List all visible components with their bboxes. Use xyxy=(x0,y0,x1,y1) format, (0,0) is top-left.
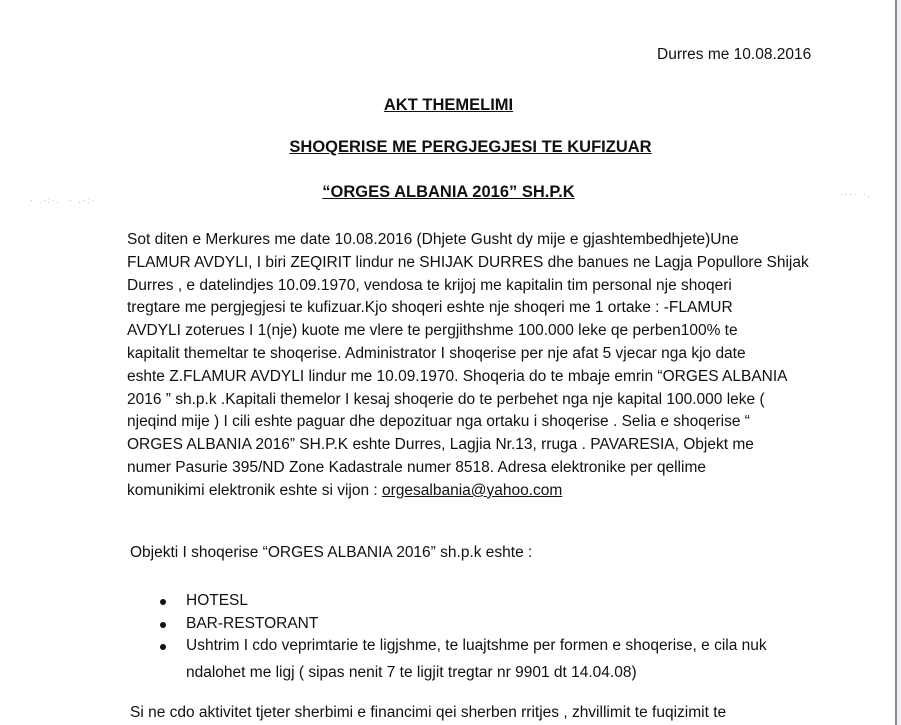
paragraph-line: 2016 ” sh.p.k .Kapitali themelor I kesaj shoqerie do te perbehet nga nje kapital 100.000 leke ( xyxy=(127,390,765,408)
closing-paragraph: Si ne cdo aktivitet tjeter sherbimi e financimi qei sherben rritjes , zhvillimit te fuqizimit te xyxy=(130,704,727,721)
bullet-icon xyxy=(160,644,166,650)
email-label: komunikimi elektronik eshte si vijon : xyxy=(127,481,382,499)
list-item xyxy=(160,590,767,613)
list-item-text: Ushtrim I cdo veprimtarie te ligjshme, te luajtshme per formen e shoqerise, e cila nuk xyxy=(186,637,767,654)
paragraph-line: AVDYLI zoterues I 1(nje) kuote me vlere te pergjithshme 100.000 leke qe perben100% te xyxy=(127,322,738,340)
viewer-background xyxy=(897,0,901,725)
document-date: Durres me 10.08.2016 xyxy=(657,46,812,63)
bullet-icon xyxy=(160,622,166,628)
list-item-text: ndalohet me ligj ( sipas nenit 7 te ligjit tregtar nr 9901 dt 14.04.08) xyxy=(186,663,637,681)
paragraph-line: Durres , e datelindjes 10.09.1970, vendosa te krijoj me kapitalin tim personal nje shoqeri xyxy=(127,276,732,294)
paragraph-line: ORGES ALBANIA 2016” SH.P.K eshte Durres, Lagjia Nr.13, rruga . PAVARESIA, Objekt me xyxy=(127,436,754,454)
company-name-title: “ORGES ALBANIA 2016” SH.P.K xyxy=(322,183,575,201)
paragraph-line: FLAMUR AVDYLI, I biri ZEQIRIT lindur ne SHIJAK DURRES dhe banues ne Lagja Popullore Shijak xyxy=(127,253,809,271)
paragraph-line: Sot diten e Merkures me date 10.08.2016 (Dhjete Gusht dy mije e gjashtembedhjete)Une xyxy=(127,231,739,248)
founding-paragraph xyxy=(127,229,827,503)
paragraph-line: eshte Z.FLAMUR AVDYLI lindur me 10.09.1970. Shoqeria do te mbaje emrin “ORGES ALBANIA xyxy=(127,367,788,385)
list-item-text: BAR-RESTORANT xyxy=(186,614,319,632)
list-item xyxy=(160,613,767,636)
paragraph-line: kapitalit themeltar te shoqerise. Administrator I shoqerise per nje afat 5 vjecar nga kjo date xyxy=(127,344,746,362)
bullet-icon xyxy=(160,599,166,605)
email-link[interactable]: orgesalbania@yahoo.com xyxy=(382,481,563,499)
list-item xyxy=(160,635,767,684)
paragraph-line: njeqind mije ) I cili eshte paguar dhe depozituar nga ortaku i shoqerise . Selia e shoqerise “ xyxy=(127,413,750,431)
document-subtitle: SHOQERISE ME PERGJEGJESI TE KUFIZUAR xyxy=(289,138,652,156)
list-item-text: HOTESL xyxy=(186,592,249,609)
paragraph-line xyxy=(127,480,827,503)
paragraph-line: tregtare me pergjegjesi te kufizuar.Kjo shoqeri eshte nje shoqeri me 1 ortake : -FLAMUR xyxy=(127,299,733,317)
objects-intro: Objekti I shoqerise “ORGES ALBANIA 2016” sh.p.k eshte : xyxy=(130,544,533,561)
objects-list xyxy=(160,590,767,684)
paragraph-line: numer Pasurie 395/ND Zone Kadastrale numer 8518. Adresa elektronike per qellime xyxy=(127,458,706,476)
scan-noise: · .·:·. · .·:· xyxy=(30,196,96,205)
scan-noise: ·-·· ·. xyxy=(840,190,872,199)
document-title: AKT THEMELIMI xyxy=(383,96,514,114)
